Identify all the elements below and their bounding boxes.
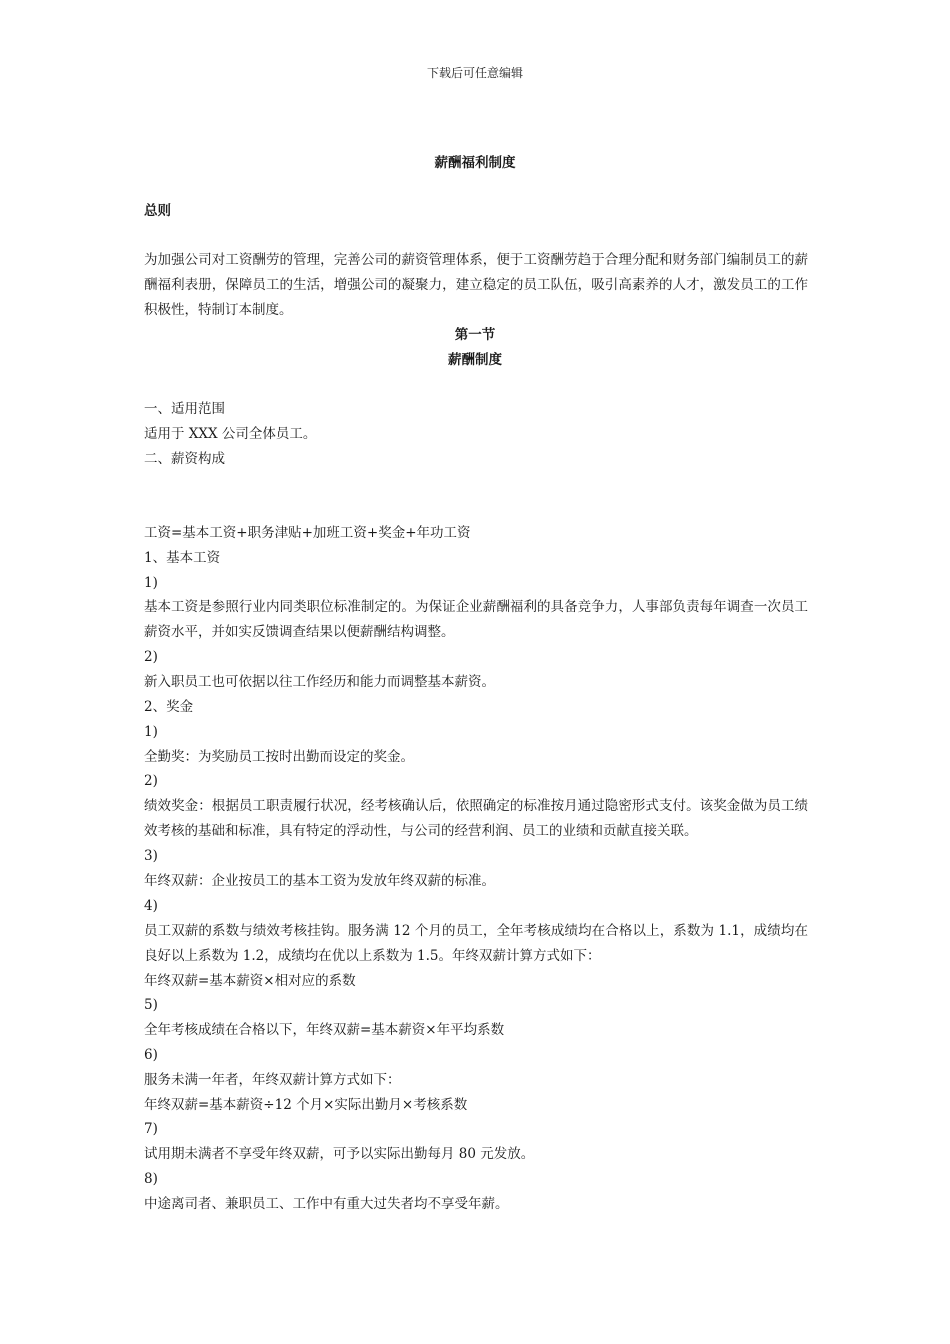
general-section (144, 199, 808, 224)
section-label: 第一节 (454, 327, 496, 343)
bonus-item-text-2 (144, 794, 808, 844)
bonus-item-number-5: 5) (144, 997, 158, 1014)
salary-formula: 工资=基本工资+职务津贴+加班工资+奖金+年功工资 (144, 525, 471, 541)
composition-heading: 二、薪资构成 (144, 450, 225, 467)
document-title: 薪酬福利制度 (434, 155, 516, 171)
bonus-item-number-8: 8) (144, 1170, 158, 1187)
bonus-item-text-8: 中途离司者、兼职员工、工作中有重大过失者均不享受年薪。 (144, 1195, 509, 1212)
basic-item-number-2: 2) (144, 649, 158, 666)
performance-bonus-label: 绩效奖金： (144, 798, 212, 815)
basic-salary-heading: 1、基本工资 (144, 549, 221, 566)
bonus-item-text-5: 全年考核成绩在合格以下，年终双薪=基本薪资×年平均系数 (144, 1022, 505, 1039)
section-name: 薪酬制度 (448, 352, 502, 368)
bonus-item-formula-6: 年终双薪=基本薪资÷12 个月×实际出勤月×考核系数 (144, 1096, 468, 1113)
bonus-item-number-4: 4) (144, 897, 158, 914)
scope-heading: 一、适用范围 (144, 401, 225, 417)
salary-details (144, 521, 808, 1217)
basic-item-text-2: 新入职员工也可依据以往工作经历和能力而调整基本薪资。 (144, 674, 495, 691)
bonus-item-number-7: 7) (144, 1121, 158, 1138)
bonus-item-text-3: 年终双薪：企业按员工的基本工资为发放年终双薪的标准。 (144, 872, 495, 889)
general-paragraph-block (144, 248, 808, 323)
scope-section (144, 397, 808, 471)
bonus-item-number-2: 2) (144, 773, 158, 790)
page-header-note: 下载后可任意编辑 (426, 66, 523, 80)
scope-text: 适用于 XXX 公司全体员工。 (144, 425, 317, 442)
performance-bonus-text: 根据员工职责履行状况，经考核确认后，依照确定的标准按月通过隐密形式支付。该奖金做为员工绩效考核的基础和标准，具有特定的浮动性，与公司的经营利润、员工的业绩和贡献直接关联。 (144, 798, 809, 840)
bonus-item-text-6: 服务未满一年者，年终双薪计算方式如下： (144, 1071, 401, 1088)
bonus-item-number-6: 6) (144, 1046, 158, 1063)
bonus-item-text-4: 员工双薪的系数与绩效考核挂钩。服务满 12 个月的员工，全年考核成绩均在合格以上，系数为 1.1，成绩均在良好以上系数为 1.2，成绩均在优以上系数为 1.5。年终双薪计算方式如下： (144, 922, 808, 964)
bonus-item-number-3: 3) (144, 848, 158, 865)
bonus-item-text-1: 全勤奖：为奖励员工按时出勤而设定的奖金。 (144, 748, 414, 765)
bonus-item-formula-4: 年终双薪=基本薪资×相对应的系数 (144, 972, 356, 989)
bonus-item-text-7: 试用期未满者不享受年终双薪，可予以实际出勤每月 80 元发放。 (144, 1146, 535, 1163)
bonus-item-number-1: 1) (144, 723, 158, 740)
general-paragraph: 为加强公司对工资酬劳的管理，完善公司的薪资管理体系，便于工资酬劳趋于合理分配和财务部门编制员工的薪酬福利表册，保障员工的生活，增强公司的凝聚力，建立稳定的员工队伍，吸引高素养的人才，激发员工的工作积极性，特制订本制度。 (144, 252, 808, 318)
bonus-heading: 2、奖金 (144, 698, 194, 715)
basic-item-text-1: 基本工资是参照行业内同类职位标准制定的。为保证企业薪酬福利的具备竞争力，人事部负责每年调查一次员工薪资水平，并如实反馈调查结果以便薪酬结构调整。 (144, 599, 808, 641)
basic-item-number-1: 1) (144, 574, 158, 591)
general-heading: 总则 (144, 203, 171, 219)
